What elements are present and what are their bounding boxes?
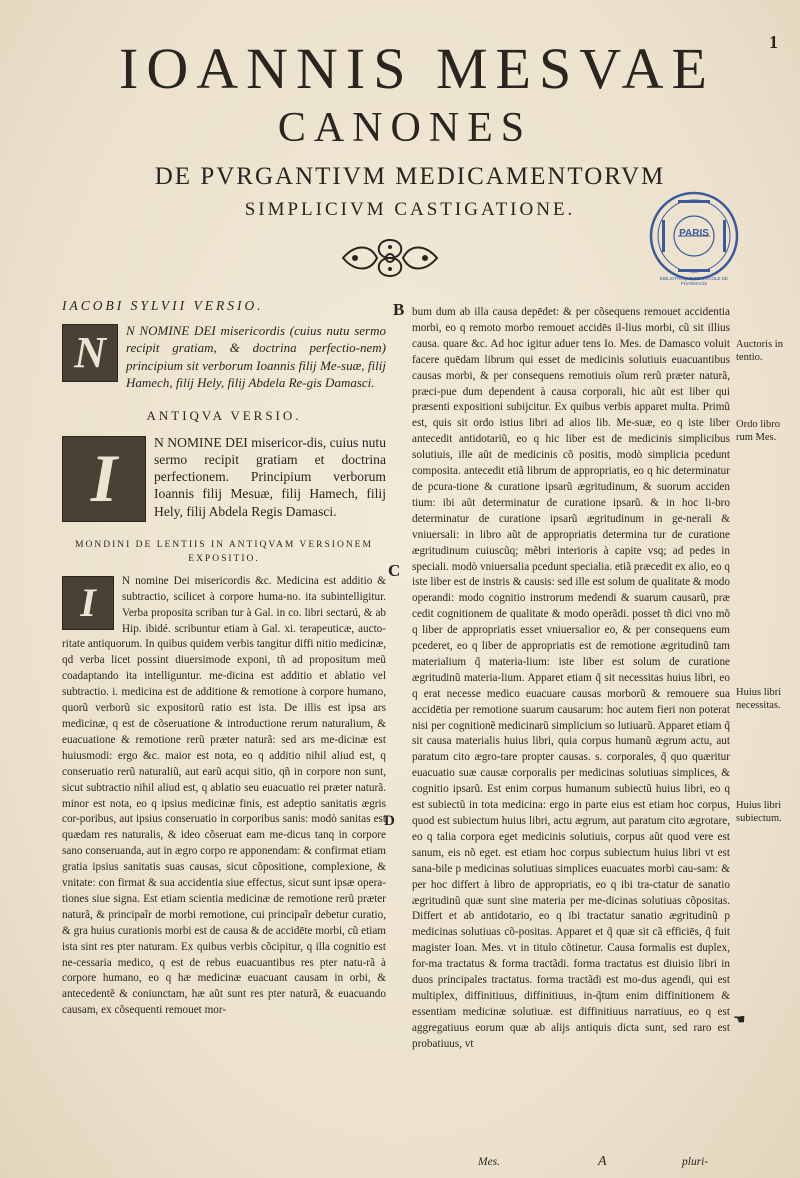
title-subject: DE PVRGANTIVM MEDICAMENTORVM [154,163,666,190]
page-number: 1 [769,32,778,52]
commentary-text: N nomine Dei misericordis &c. Medicina est additio & subtractio, scilicet à corpore huma-no. ita subintelligitur. Verba proposita scriban tur à Gal. in co. libri sectarú, & ab Hip. ibidé. scribuntur etiam à Gal. xi. terapeuticæ, aucto-ritate antiquorum. In quibus quidem verbis tangitur diffi nitio medicinæ, qd verba licet possint diuersimode exponi, tñ ad propositum meũ coadaptando ita intelliguntur. me-dicina est additio et ablatio vel subtractio. i. medicina est de additione & remotione à corpore humano, quorũ verborũ sic expositorũ ratio est ista. De illis est ipsa ars medicinæ, q est de cõseruatione & introductione rerum naturalium, & euacuatione & remotione rerũ præter naturã: sed ars me-dicinæ est huiusmodi: ergo &c. maior est nota, eo q additio nihil aliud est, q conseruatio rerũ naturaliũ, aut earũ acqui sitio, qñ in corpore non sunt, sicut subtractio nihil aliud est, q ablatio seu euacuatio rei præter naturã. minor est nota, eo q ipsius medicinæ finis, est adeptio sanitatis ægris cor-poribus, aut ipsius conseruatio in corporibus sanis: modò sanitas est quædam res naturalis, & ideo cõseruat eam me-dicus tanq in corpore sano conseruanda, aut in ægro corpo re apponendam: & confirmat etiam gratia ipsius sanitatis suas causas, sicut cõpositione, complexione, & vnitate: con firmat & sua accidentia siue effectus, sicut sunt ipsæ opera-tiones siue signa. Est etiam scientia medicinæ de remotione rerũ præter naturã, & principaĩr de morbi remotione, cui principaĩr debetur curatio, & gra huius curationis morbi est de causa & de accidēte morbi, cũ etiam ista sint res pter naturam. Ex quibus verbis cõcipitur, q illa cognitio est ne-cessaria medico, q est de rebus euacuantibus res pter natu-rã à corpore humano, eo q hæ medicinæ euacuant causam in orbi, & antecedentẽ & coniunctam, hæ aũt sunt res pter naturã, & euacuando causam, ex cõsequenti remouet mor- [62,574,386,1017]
margin-note: Ordo libro rum Mes. [736,419,781,443]
title-canones: CANONES [277,105,533,151]
margin-note: Huius libri necessitas. [736,687,782,711]
column-marker-d: D [384,813,395,829]
antiqua-version-text: N NOMINE DEI misericor-dis, cuius nutu sermo recipit gratiam et doctrina perfectionem. Principium verborum Ioannis filij Mesuæ, filij Hamech, filij Hely, filij Abdela Regis Damasci. [154,434,386,519]
sylvius-heading: IACOBI SYLVII VERSIO. [62,298,264,313]
drop-cap-letter: I [90,439,118,516]
mondini-heading: MONDINI DE LENTIIS IN ANTIQVAM VERSIONEM EXPOSITIO. [75,539,373,564]
right-column [412,305,730,1053]
stamp-outer-text: BIBLIOTHÈQUE DE L'ÉCOLE DE PHARMACIE [659,276,729,286]
margin-note: Auctoris in tentio. [736,339,783,363]
sylvius-version-text: N NOMINE DEI misericordis (cuius nutu sermo recipit gratiam, & doctrina perfectio-nem) principium sit verborum Ioannis filij Me-suæ, filij Hamech, filij Hely, filij Abdela Re-gis Damasci. [126,322,386,391]
catchword: pluri- [682,1156,709,1168]
antiqua-heading: ANTIQVA VERSIO. [146,407,302,423]
title-author: IOANNIS MESVAE [119,36,715,101]
stamp-center-text: PARIS [679,228,709,239]
margin-note: Huius libri subiectum. [736,800,782,824]
printers-ornament-icon [335,236,445,280]
signature-mark: A [598,1154,607,1169]
commentary-continued-text: bum dum ab illa causa depēdet: & per cõsequens remouet accidentia morbi, eo q remoto morbo remouet accidēs il-lius morbi, cũ sit illius causa. quare &c. Ad hoc igitur aduer tens Io. Mes. de Damasco voluit facere quēdam librum qui esset de medicinis solutiuis euacuantibus causas morbi, & per consequens remotiuis oĩum rerũ præter naturã, præci-pue dum dependent à causa corporali, hic aũt est liber qui præsenti expositioni subijcitur. Ex quibus verbis apparet multa. Primũ est, quis sit ordo istius libri ad alios lib. Me-suæ, eo q iste liber antecedit antidotariũ, eo q hic liber est de medicinis simplicibus solutiuis, ille aũt de medicinis cõ positis, modò simplicia pcedunt composita. antecedit etiã librum de appropriatis, eo q hic determinatur de pcura-tione & curatione ipsarũ ægritudinum, & suorum acciden tium: ibi aũt determinatur de curatione ipsarũ. & in hoc li-bro determinatur de curatione ipsarũ ægritudinum in ge-nerali & vniuersali: in libro aũt de appropriatis determina tur de curatione ægritudinum cuiuscũq; mẽbri interioris à capite vsq; ad pedes in speciali. modò vniuersalia pcedunt specialia. etiã præcedit ex alio, eo q iste liber est de instris & causis: sed ille est solum de qualitate & modo operandi: modo cognitio instrorum medendi & suarum causarũ, præ cedit cognitionem de qualitate & modo operãdi. posset tñ dici vno mõ q liber de appropriatis esset vniuersalior eo, & per consequens eum pcederet, eo q liber de appropriatis est de remotione ægritudinũ tam materialium q̃ materia-lium: iste liber est solum de curatione ægritudinũ materia-lium. Apparet etiam q̃ sit necessitas huius libri, eo q erat necesse medico euacuare causas morborũ & remouere sua accidētia per remotione suarum causarum: hoc autem fieri non poterat nisi per cognitionẽ medicinarũ simplicium so lutiuarũ. Apparet etiam q̃ sit causa materialis huius libri, quia corpus humanũ ægrum actu, aut paratum cito ægro-tare propter causas. s. corporales, q̃ quo quæritur euacuatio suæ causæ corporalis per medicinas solutiuas simplices, & cognitio ipsarũ. Est enim corpus humanum subiectũ huius libri, eo q est subiectũ in tota medicina: ergo in parte eius est etiam hoc corpus, quod est subiectum huius libri, actu ægrum, aut paratum cito ægrotare, eo q talia corpora eget medicinis solutiuis, corpus aũt quod vere est sanum, eis nõ eget. est etiam hoc corpus subiectum huius libri vt est sana-bile p medicinas solutiuas simplices euacuates morbi cau-sam: & per hoc differt à libro de appropriatis, eo q ibi tra-ctatur de sanatio ægritudinũ quæ sunt sine materia per me-dicinas solutiuas cõpositas. Differt et ab antidotario, eo q ibi tractatur sanatio ægritudinũ p medicinas solutiuas cõ-positas. Apparet et q̃ quæ sit cã efficiēs, q̃ fuit magister Ioan. Mes. vt in titulo cõtinetur. Causa formalis est duplex, for-ma tractatus & forma tractãdi. forma tractatus est diuisio libri in duos principales tractatus. forma tractãdi est mo-dus agendi, qui est multiplex, diffinitiuus, diffinitiuus, in-q̃tum enim diffinitionem & essentiam medicinæ solutiuæ. est diffinitiuus narratiuus, eo q est aggregatiuus eorum quæ ab alijs antiquis dicta sunt, sed raro est probatiuus, vt [412,306,730,1050]
drop-cap-initial [62,436,146,522]
drop-cap-letter: I [80,579,96,625]
drop-cap-initial [62,324,118,382]
column-marker-b: B [393,300,405,319]
pointing-hand-icon: ☚ [733,1013,746,1028]
drop-cap-initial [62,576,114,630]
footer-sig-left: Mes. [478,1156,501,1168]
left-column [62,296,386,1019]
drop-cap-letter: N [74,327,106,377]
column-marker-c: C [388,561,401,580]
title-subject-2: SIMPLICIVM CASTIGATIONE. [244,199,576,220]
